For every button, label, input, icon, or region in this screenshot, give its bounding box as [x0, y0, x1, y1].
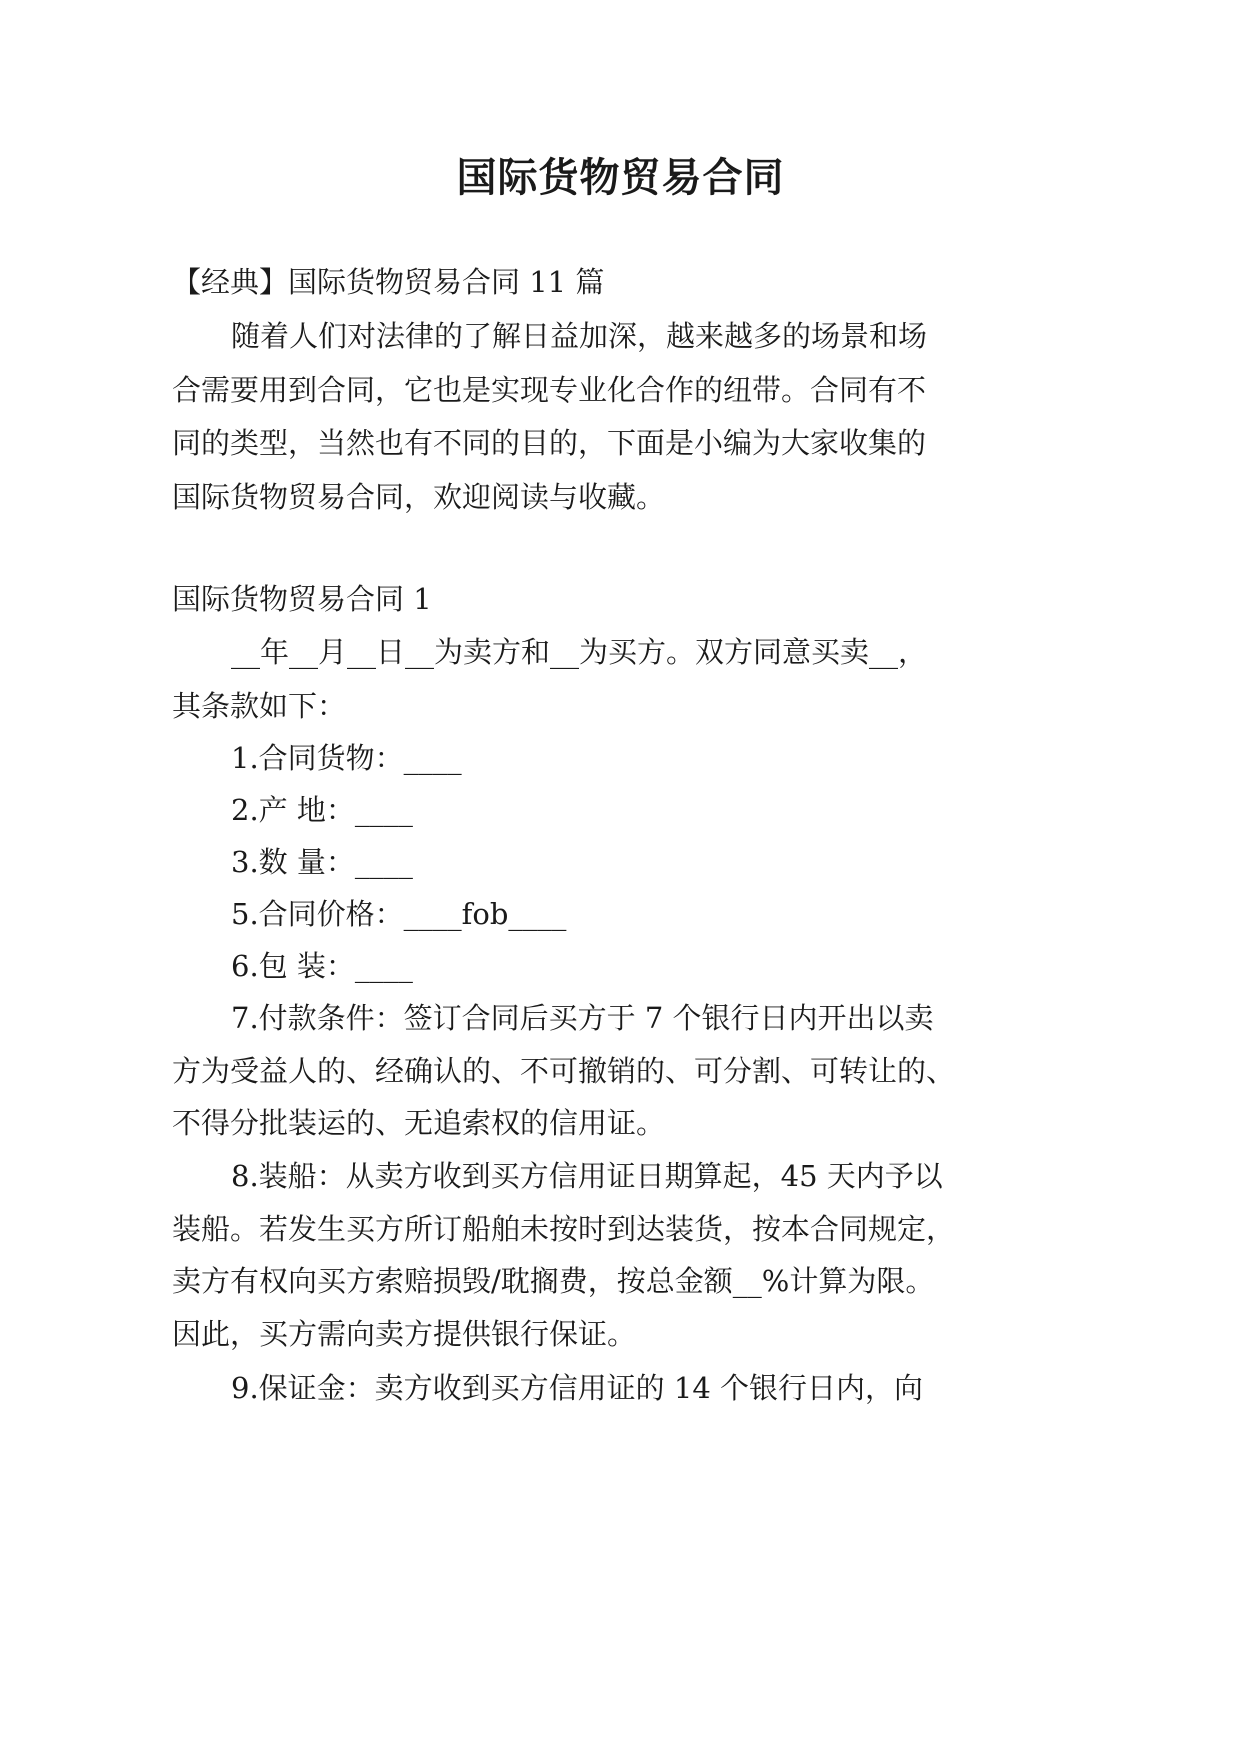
intro-line-1: 随着人们对法律的了解日益加深，越来越多的场景和场	[231, 319, 928, 353]
clause-goods: 1.合同货物：____	[231, 741, 462, 775]
clause-packing: 6.包 装：____	[231, 949, 413, 983]
clause-payment-line-2: 方为受益人的、经确认的、不可撤销的、可分割、可转让的、	[172, 1054, 956, 1088]
intro-line-2: 合需要用到合同，它也是实现专业化合作的纽带。合同有不	[172, 373, 927, 407]
heading-collection: 【经典】国际货物贸易合同 11 篇	[172, 265, 605, 299]
clause-quantity: 3.数 量：____	[231, 845, 413, 879]
clause-payment-line-1: 7.付款条件：签订合同后买方于 7 个银行日内开出以卖	[231, 1001, 934, 1035]
clause-preamble-line-1: __年__月__日__为卖方和__为买方。双方同意买卖__，	[231, 635, 928, 669]
clause-shipment-line-2: 装船。若发生买方所订船舶未按时到达装货，按本合同规定，	[172, 1212, 956, 1246]
intro-line-4: 国际货物贸易合同，欢迎阅读与收藏。	[172, 480, 666, 514]
document-title: 国际货物贸易合同	[456, 154, 785, 201]
clause-price: 5.合同价格：____fob____	[231, 897, 567, 931]
clause-origin: 2.产 地：____	[231, 793, 413, 827]
clause-shipment-line-3: 卖方有权向买方索赔损毁/耽搁费，按总金额__%计算为限。	[172, 1264, 935, 1298]
clause-deposit-line-1: 9.保证金：卖方收到买方信用证的 14 个银行日内，向	[231, 1371, 924, 1405]
clause-shipment-line-4: 因此，买方需向卖方提供银行保证。	[172, 1317, 637, 1351]
clause-preamble-line-2: 其条款如下：	[172, 689, 347, 723]
intro-line-3: 同的类型，当然也有不同的目的，下面是小编为大家收集的	[172, 426, 927, 460]
clause-payment-line-3: 不得分批装运的、无追索权的信用证。	[172, 1106, 666, 1140]
clause-shipment-line-1: 8.装船：从卖方收到买方信用证日期算起，45 天内予以	[231, 1159, 943, 1193]
section-heading-1: 国际货物贸易合同 1	[172, 582, 432, 616]
